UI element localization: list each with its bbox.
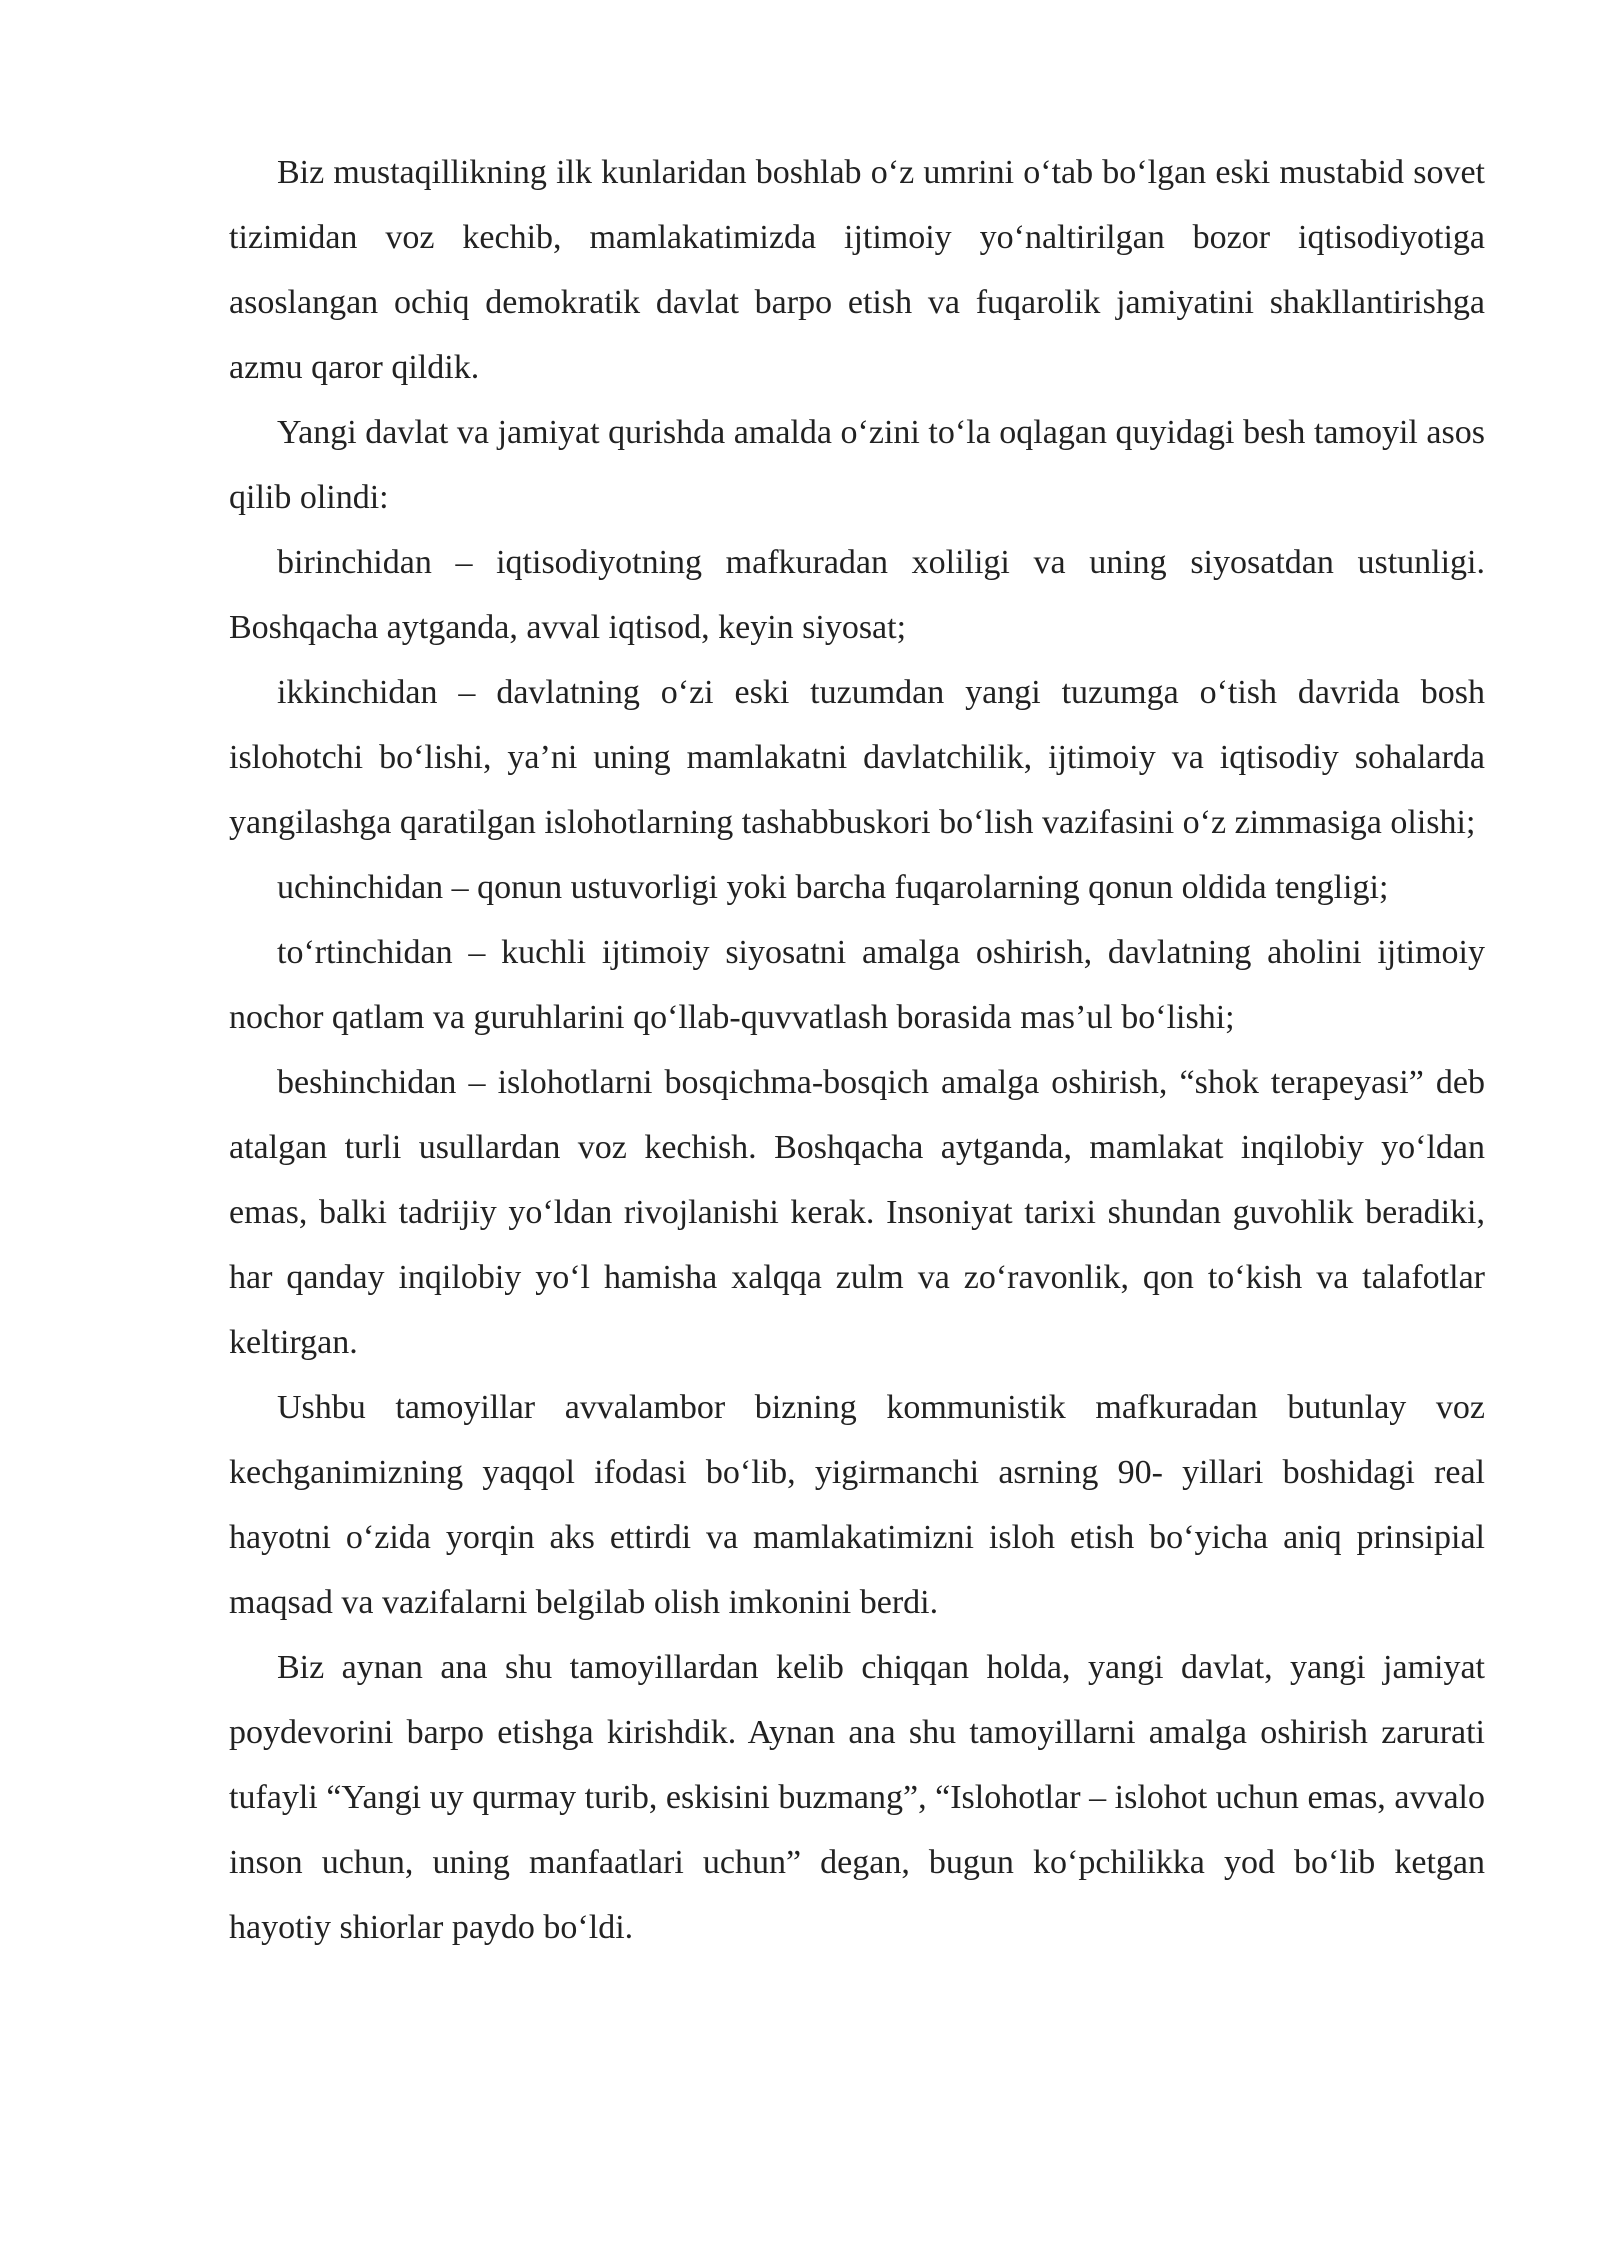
paragraph-principle-4: to‘rtinchidan – kuchli ijtimoiy siyosatni amalga oshirish, davlatning aholini ijtimoiy nochor qatlam va guruhlarini qo‘llab-quvvatlash borasida mas’ul bo‘lishi; xyxy=(229,934,1485,1036)
paragraph-principle-2: ikkinchidan – davlatning o‘zi eski tuzumdan yangi tuzumga o‘tish davrida bosh islohotchi bo‘lishi, ya’ni uning mamlakatni davlatchilik, ijtimoiy va iqtisodiy sohalarda yangilashga qaratilgan islohotlarning tashabbuskori bo‘lish vazifasini o‘z zimmasiga olishi; xyxy=(229,674,1485,841)
paragraph-intro: Biz mustaqillikning ilk kunlaridan boshlab o‘z umrini o‘tab bo‘lgan eski mustabid sovet tizimidan voz kechib, mamlakatimizda ijtimoiy yo‘naltirilgan bozor iqtisodiyotiga asoslangan ochiq demokratik davlat barpo etish va fuqarolik jamiyatini shakllantirishga azmu qaror qildik. xyxy=(229,154,1485,386)
paragraph-principles-lead: Yangi davlat va jamiyat qurishda amalda o‘zini to‘la oqlagan quyidagi besh tamoyil asos qilib olindi: xyxy=(229,414,1485,516)
document-page xyxy=(229,140,1485,1960)
paragraph-principle-1: birinchidan – iqtisodiyotning mafkuradan xoliligi va uning siyosatdan ustunligi. Boshqacha aytganda, avval iqtisod, keyin siyosat; xyxy=(229,544,1485,646)
paragraph-principle-5: beshinchidan – islohotlarni bosqichma-bosqich amalga oshirish, “shok terapeyasi” deb atalgan turli usullardan voz kechish. Boshqacha aytganda, mamlakat inqilobiy yo‘ldan emas, balki tadrijiy yo‘ldan rivojlanishi kerak. Insoniyat tarixi shundan guvohlik beradiki, har qanday inqilobiy yo‘l hamisha xalqqa zulm va zo‘ravonlik, qon to‘kish va talafotlar keltirgan. xyxy=(229,1064,1485,1361)
paragraph-principles-summary: Ushbu tamoyillar avvalambor bizning kommunistik mafkuradan butunlay voz kechganimizning yaqqol ifodasi bo‘lib, yigirmanchi asrning 90- yillari boshidagi real hayotni o‘zida yorqin aks ettirdi va mamlakatimizni isloh etish bo‘yicha aniq prinsipial maqsad va vazifalarni belgilab olish imkonini berdi. xyxy=(229,1389,1485,1621)
paragraph-principle-3: uchinchidan – qonun ustuvorligi yoki barcha fuqarolarning qonun oldida tengligi; xyxy=(277,869,1389,906)
paragraph-conclusion: Biz aynan ana shu tamoyillardan kelib chiqqan holda, yangi davlat, yangi jamiyat poydevorini barpo etishga kirishdik. Aynan ana shu tamoyillarni amalga oshirish zarurati tufayli “Yangi uy qurmay turib, eskisini buzmang”, “Islohotlar – islohot uchun emas, avvalo inson uchun, uning manfaatlari uchun” degan, bugun ko‘pchilikka yod bo‘lib ketgan hayotiy shiorlar paydo bo‘ldi. xyxy=(229,1649,1485,1946)
